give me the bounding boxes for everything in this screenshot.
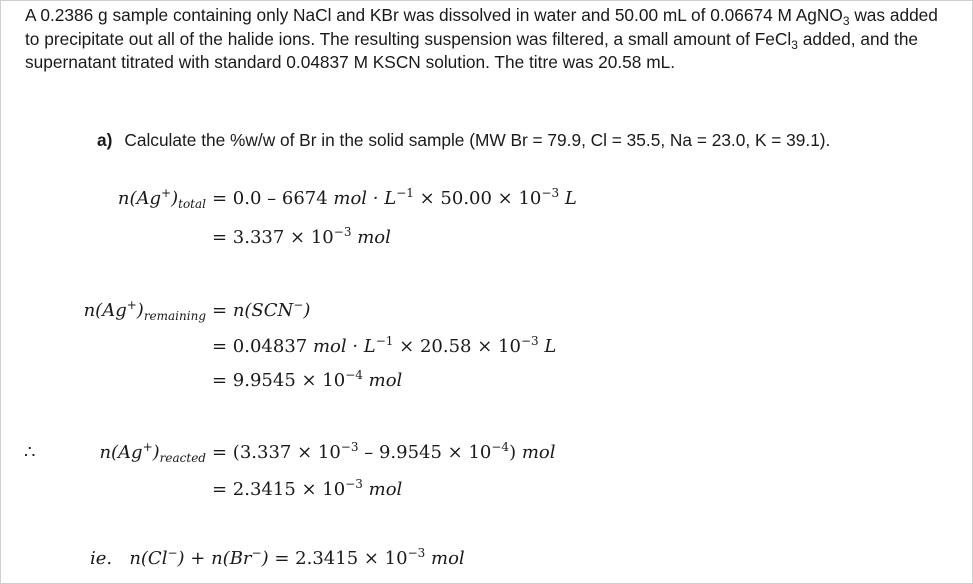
- question-text: Calculate the %w/w of Br in the solid sample (MW Br = 79.9, Cl = 35.5, Na = 23.0, K = 39.1).: [124, 130, 831, 150]
- problem-text-part-2: was added to precipitate out all of the halide ions. The resulting suspension was filtered, a small amount of FeCl: [25, 5, 938, 49]
- eq-total-line1: = 0.0 – 6674 mol · $L^{-1} \times 50.00 \times 10^{-3}$ L: [212, 186, 577, 209]
- eq-reacted-lhs: $n(Ag^+)_{reacted}$: [99, 440, 206, 465]
- eq-ie: ie. $n(Cl^-) + n(Br^-) = 2.3415 \times 10^{-3}$ mol: [90, 546, 465, 569]
- eq-reacted-line2: = $2.3415 \times 10^{-3}$ mol: [212, 477, 403, 500]
- eq-total-lhs: $n(Ag^+)_{total}$: [117, 186, 206, 211]
- problem-text-part-1: A 0.2386 g sample containing only NaCl and KBr was dissolved in water and 50.00 mL of 0.06674 M AgNO: [25, 5, 843, 25]
- question-marker: a): [97, 130, 113, 150]
- eq-remaining-line3: = $9.9545 \times 10^{-4}$ mol: [212, 368, 403, 391]
- eq-reacted-line1: = $(3.337 \times 10^{-3} - 9.9545 \times 10^{-4})$ mol: [212, 440, 556, 463]
- eq-remaining-lhs: $n(Ag^+)_{remaining}$: [83, 298, 206, 323]
- eq-remaining-line1: = n(SCN−): [212, 298, 311, 321]
- eq-remaining-line2: = 0.04837 mol · $L^{-1} \times 20.58 \times 10^{-3}$ L: [212, 334, 557, 357]
- therefore-symbol: ∴: [24, 442, 36, 463]
- problem-statement: [25, 4, 955, 75]
- question-a: [97, 130, 830, 151]
- subscript-3: 3: [791, 37, 798, 52]
- eq-total-line2: = $3.337 \times 10^{-3}$ mol: [212, 225, 391, 248]
- problem-text-part-3: added, and the supernatant titrated with standard 0.04837 M KSCN solution. The titre was 20.58 mL.: [25, 28, 919, 73]
- subscript-3: 3: [842, 14, 850, 28]
